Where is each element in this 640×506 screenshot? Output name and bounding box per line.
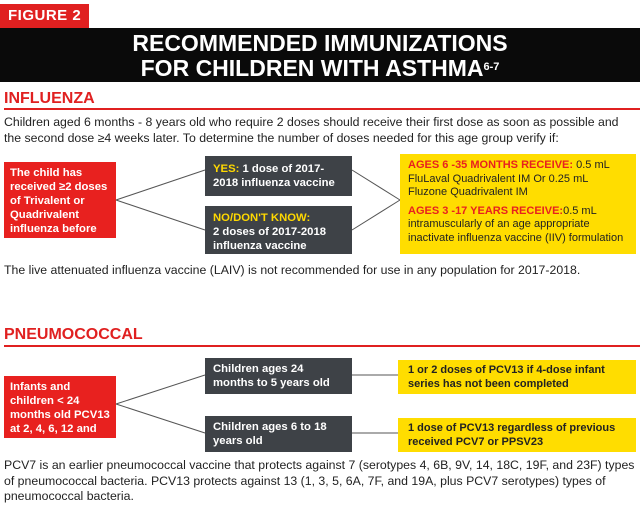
yes-label: YES: <box>213 163 240 175</box>
pneumococcal-age-b-box: Children ages 6 to 18 years old <box>205 416 352 452</box>
age1-dose: 0.5 mL <box>576 159 610 171</box>
influenza-intro: Children aged 6 months - 8 years old who require 2 doses should receive their first dose as soon as possible and the second dose ≥4 weeks later. To determine the number of doses needed for this age group verify if: <box>4 115 619 145</box>
age2-text: intramuscularly of an age appropriate inactivate influenza vaccine (IIV) formulation <box>408 218 624 244</box>
no-label: NO/DON'T KNOW: <box>213 212 311 224</box>
influenza-yes-box <box>205 156 352 196</box>
title-line-2-text: FOR CHILDREN WITH ASTHMA <box>140 55 484 81</box>
influenza-heading: INFLUENZA <box>4 90 95 107</box>
pneumococcal-rec-b-box: 1 dose of PCV13 regardless of previous received PCV7 or PPSV23 <box>398 418 636 452</box>
title-line-2 <box>141 55 500 81</box>
age1-text: FluLaval Quadrivalent IM Or 0.25 mL Fluzone Quadrivalent IM <box>408 172 588 198</box>
yes-text: 1 dose of 2017-2018 influenza vaccine <box>213 163 335 189</box>
pneumococcal-divider <box>4 345 640 347</box>
pneumococcal-pcv-note: PCV7 is an earlier pneumococcal vaccine that protects against 7 (serotypes 4, 6B, 9V, 14, 18C, 19F, and 23F) types of pneumococcal bacteria. PCV13 protects against 13 (1, 3, 5, 6A, 7F, and 19A, plus PCV7 serotypes) types of pneumococcal bacteria. <box>4 458 635 503</box>
figure-label: FIGURE 2 <box>0 4 89 28</box>
age2-label: AGES 3 -17 YEARS RECEIVE: <box>408 204 564 217</box>
age-group-2 <box>408 205 628 246</box>
title-line-1: RECOMMENDED IMMUNIZATIONS <box>132 30 508 56</box>
pneumococcal-condition-box: Infants and children < 24 months old PCV13 at 2, 4, 6, 12 and 15 months <box>4 376 116 438</box>
page-title <box>0 28 640 82</box>
influenza-condition-box: The child has received ≥2 doses of Trivalent or Quadrivalent influenza before July 1, 2017? <box>4 162 116 238</box>
title-superscript: 6-7 <box>483 61 500 73</box>
age2-dose: 0.5 mL <box>563 204 597 217</box>
influenza-laiv-note: The live attenuated influenza vaccine (LAIV) is not recommended for use in any population for 2017-2018. <box>4 263 581 277</box>
no-text: 2 doses of 2017-2018 influenza vaccine <box>213 226 327 252</box>
age1-label: AGES 6 -35 MONTHS RECEIVE: <box>408 159 574 171</box>
age-group-1 <box>408 159 628 200</box>
pneumococcal-heading: PNEUMOCOCCAL <box>4 326 143 343</box>
pneumococcal-rec-a-box: 1 or 2 doses of PCV13 if 4-dose infant series has not been completed <box>398 360 636 394</box>
influenza-divider <box>4 108 640 110</box>
influenza-dosage-box <box>400 154 636 254</box>
pneumococcal-age-a-box: Children ages 24 months to 5 years old <box>205 358 352 394</box>
influenza-no-box <box>205 206 352 254</box>
